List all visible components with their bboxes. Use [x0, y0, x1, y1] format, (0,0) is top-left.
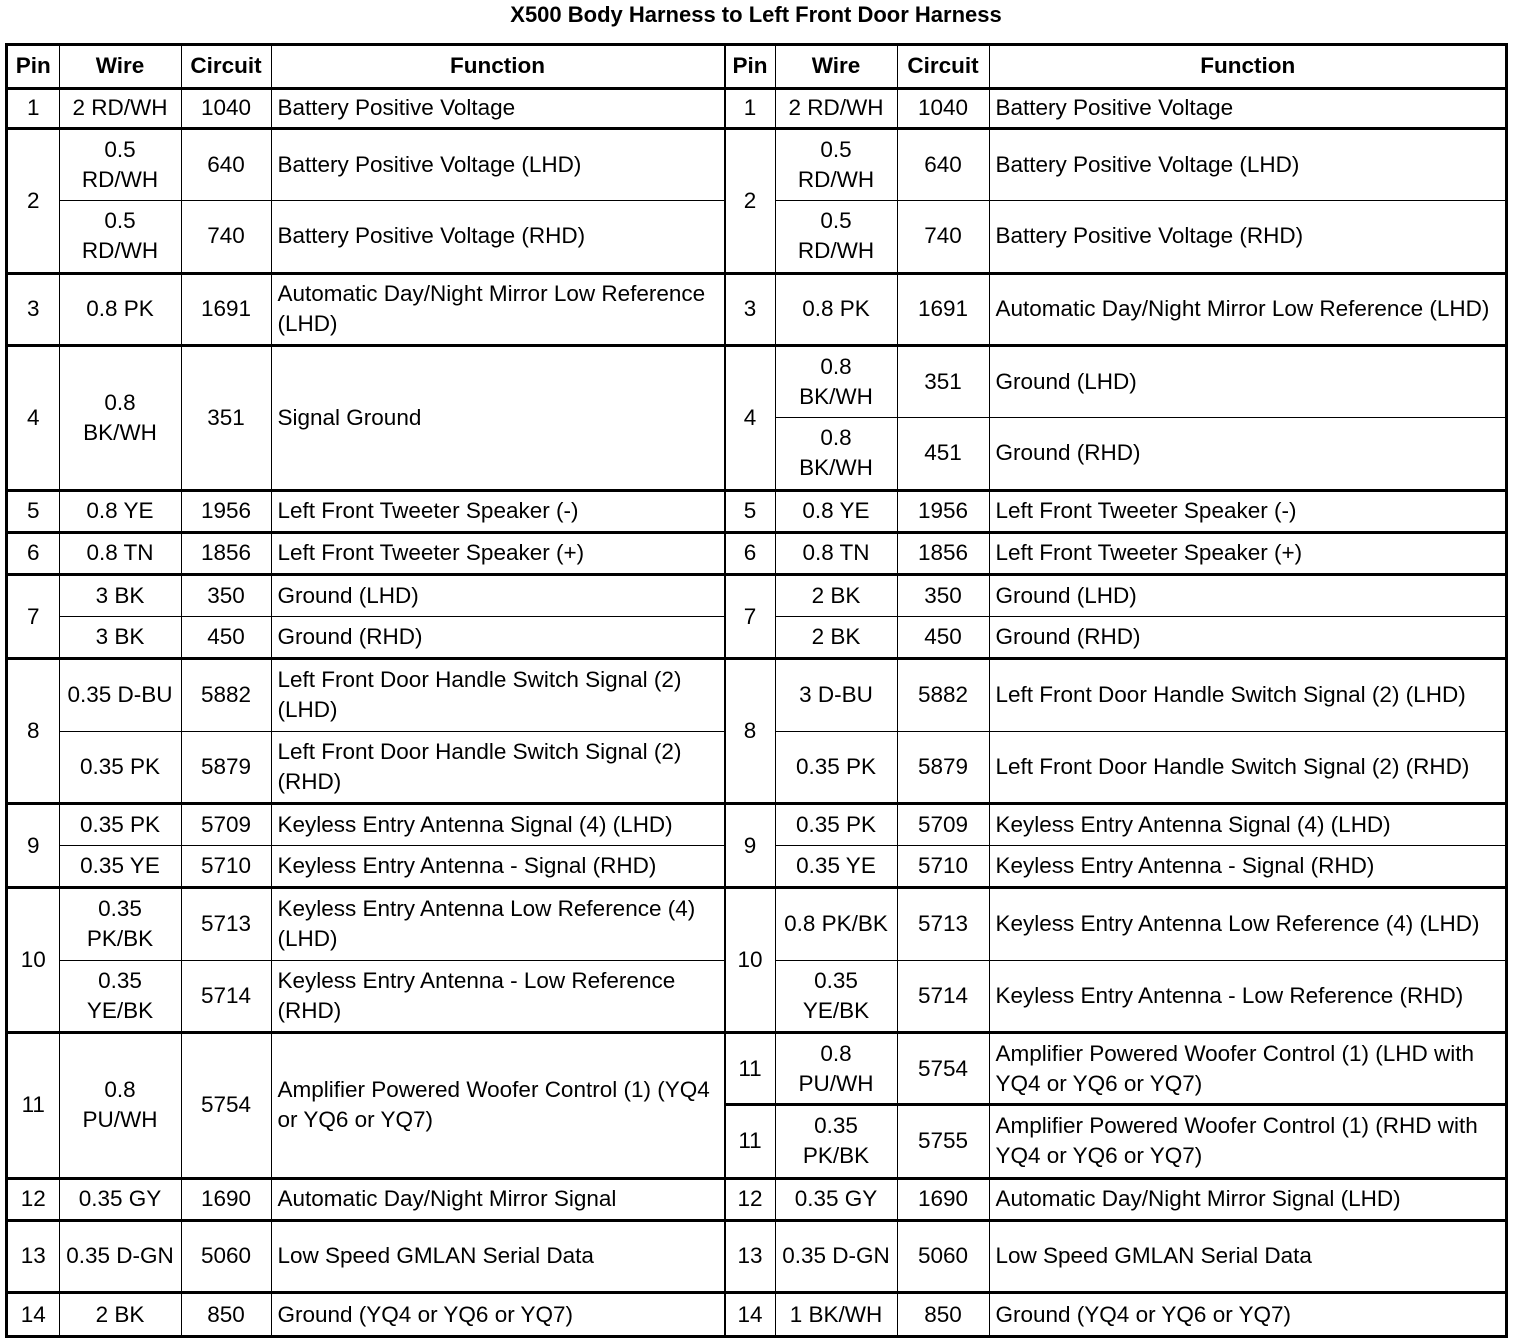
table-row — [725, 128, 1506, 200]
function-cell: Keyless Entry Antenna - Low Reference (RHD) — [271, 960, 724, 1032]
function-cell: Automatic Day/Night Mirror Low Reference (LHD) — [989, 273, 1506, 345]
pin-cell: 5 — [8, 490, 59, 532]
wire-cell: 0.8 YE — [775, 490, 897, 532]
table-row — [725, 888, 1506, 960]
function-cell: Automatic Day/Night Mirror Signal (LHD) — [989, 1178, 1506, 1220]
header-function: Function — [989, 46, 1506, 88]
circuit-cell: 351 — [897, 345, 989, 417]
circuit-cell: 5713 — [897, 888, 989, 960]
circuit-cell: 1956 — [181, 490, 271, 532]
pin-cell: 3 — [8, 273, 59, 345]
function-cell: Ground (YQ4 or YQ6 or YQ7) — [989, 1293, 1506, 1335]
table-row — [8, 1178, 724, 1220]
wire-cell: 0.35 GY — [775, 1178, 897, 1220]
wire-cell: 0.8 PU/WH — [59, 1032, 181, 1178]
circuit-cell: 1856 — [181, 532, 271, 574]
wire-cell: 3 BK — [59, 617, 181, 659]
table-row — [725, 1105, 1506, 1178]
pin-cell: 14 — [8, 1293, 59, 1335]
pin-cell: 13 — [725, 1220, 775, 1292]
function-cell: Ground (LHD) — [989, 574, 1506, 616]
document-title: X500 Body Harness to Left Front Door Harness — [510, 2, 1002, 27]
pin-cell: 7 — [725, 574, 775, 658]
circuit-cell: 5714 — [897, 960, 989, 1032]
function-cell: Keyless Entry Antenna Signal (4) (LHD) — [271, 803, 724, 845]
wire-cell: 2 RD/WH — [775, 88, 897, 128]
pin-cell: 5 — [725, 490, 775, 532]
table-row — [8, 273, 724, 345]
function-cell: Ground (RHD) — [271, 617, 724, 659]
table-row — [8, 888, 724, 960]
pin-cell: 3 — [725, 273, 775, 345]
wire-cell: 0.8 TN — [59, 532, 181, 574]
table-row — [8, 617, 724, 659]
table-row — [8, 659, 724, 731]
circuit-cell: 5710 — [897, 846, 989, 888]
circuit-cell: 1690 — [897, 1178, 989, 1220]
wire-cell: 0.8 PK/BK — [775, 888, 897, 960]
table-row — [8, 846, 724, 888]
table-row — [8, 532, 724, 574]
wire-cell: 0.5 RD/WH — [59, 201, 181, 273]
function-cell: Keyless Entry Antenna Low Reference (4) (LHD) — [989, 888, 1506, 960]
table-row — [725, 574, 1506, 616]
wire-cell: 0.8 PU/WH — [775, 1032, 897, 1104]
table-row — [725, 1220, 1506, 1292]
pin-cell: 4 — [8, 345, 59, 490]
function-cell: Ground (LHD) — [989, 345, 1506, 417]
function-cell: Keyless Entry Antenna - Signal (RHD) — [271, 846, 724, 888]
header-pin: Pin — [725, 46, 775, 88]
wire-cell: 0.35 PK — [775, 803, 897, 845]
wire-cell: 0.35 D-GN — [775, 1220, 897, 1292]
table-row — [8, 1220, 724, 1292]
wire-cell: 0.35 YE — [775, 846, 897, 888]
wire-cell: 0.35 PK/BK — [775, 1105, 897, 1178]
wire-cell: 0.5 RD/WH — [775, 201, 897, 273]
pin-cell: 8 — [8, 659, 59, 804]
table-row — [725, 960, 1506, 1032]
wire-cell: 0.35 PK/BK — [59, 888, 181, 960]
table-row — [725, 846, 1506, 888]
pin-cell: 11 — [725, 1032, 775, 1104]
circuit-cell: 1691 — [897, 273, 989, 345]
function-cell: Left Front Door Handle Switch Signal (2) (LHD) — [271, 659, 724, 731]
wire-cell: 0.8 TN — [775, 532, 897, 574]
function-cell: Keyless Entry Antenna Signal (4) (LHD) — [989, 803, 1506, 845]
table-row — [725, 659, 1506, 731]
pin-cell: 9 — [725, 803, 775, 887]
circuit-cell: 850 — [181, 1293, 271, 1335]
table-row — [8, 201, 724, 273]
circuit-cell: 740 — [181, 201, 271, 273]
pin-cell: 13 — [8, 1220, 59, 1292]
circuit-cell: 5755 — [897, 1105, 989, 1178]
wire-cell: 0.5 RD/WH — [775, 128, 897, 200]
wire-cell: 0.35 GY — [59, 1178, 181, 1220]
function-cell: Keyless Entry Antenna Low Reference (4) (LHD) — [271, 888, 724, 960]
wire-cell: 0.35 YE — [59, 846, 181, 888]
function-cell: Ground (LHD) — [271, 574, 724, 616]
function-cell: Amplifier Powered Woofer Control (1) (RHD with YQ4 or YQ6 or YQ7) — [989, 1105, 1506, 1178]
table-row — [725, 803, 1506, 845]
pin-cell: 11 — [725, 1105, 775, 1178]
wire-cell: 0.35 YE/BK — [775, 960, 897, 1032]
connector-tables — [5, 43, 1508, 1338]
function-cell: Left Front Tweeter Speaker (+) — [989, 532, 1506, 574]
pin-cell: 6 — [725, 532, 775, 574]
function-cell: Keyless Entry Antenna - Signal (RHD) — [989, 846, 1506, 888]
function-cell: Ground (YQ4 or YQ6 or YQ7) — [271, 1293, 724, 1335]
wire-cell: 0.8 BK/WH — [59, 345, 181, 490]
left-connector-table — [8, 46, 725, 1335]
circuit-cell: 740 — [897, 201, 989, 273]
table-row — [725, 1032, 1506, 1104]
circuit-cell: 5714 — [181, 960, 271, 1032]
wire-cell: 1 BK/WH — [775, 1293, 897, 1335]
pin-cell: 6 — [8, 532, 59, 574]
wire-cell: 0.35 D-BU — [59, 659, 181, 731]
table-row — [8, 490, 724, 532]
wire-cell: 0.8 PK — [59, 273, 181, 345]
function-cell: Battery Positive Voltage — [271, 88, 724, 128]
table-row — [725, 418, 1506, 490]
circuit-cell: 5754 — [181, 1032, 271, 1178]
function-cell: Amplifier Powered Woofer Control (1) (LHD with YQ4 or YQ6 or YQ7) — [989, 1032, 1506, 1104]
circuit-cell: 5713 — [181, 888, 271, 960]
wire-cell: 0.8 BK/WH — [775, 345, 897, 417]
header-circuit: Circuit — [897, 46, 989, 88]
circuit-cell: 1956 — [897, 490, 989, 532]
table-row — [725, 532, 1506, 574]
wire-cell: 2 BK — [775, 617, 897, 659]
table-row — [8, 1293, 724, 1335]
table-row — [725, 273, 1506, 345]
circuit-cell: 5709 — [181, 803, 271, 845]
function-cell: Automatic Day/Night Mirror Signal — [271, 1178, 724, 1220]
table-row — [8, 128, 724, 200]
circuit-cell: 640 — [181, 128, 271, 200]
function-cell: Left Front Tweeter Speaker (-) — [271, 490, 724, 532]
function-cell: Left Front Door Handle Switch Signal (2) (RHD) — [989, 731, 1506, 803]
pin-cell: 9 — [8, 803, 59, 887]
circuit-cell: 1690 — [181, 1178, 271, 1220]
wire-cell: 3 BK — [59, 574, 181, 616]
pin-cell: 1 — [8, 88, 59, 128]
function-cell: Battery Positive Voltage (LHD) — [989, 128, 1506, 200]
table-row — [725, 617, 1506, 659]
table-row — [725, 345, 1506, 417]
table-row — [8, 1032, 724, 1178]
function-cell: Signal Ground — [271, 345, 724, 490]
wire-cell: 0.8 PK — [775, 273, 897, 345]
circuit-cell: 5709 — [897, 803, 989, 845]
circuit-cell: 350 — [897, 574, 989, 616]
right-connector-table — [725, 46, 1507, 1335]
circuit-cell: 5882 — [181, 659, 271, 731]
table-row — [8, 803, 724, 845]
wire-cell: 2 BK — [59, 1293, 181, 1335]
pin-cell: 8 — [725, 659, 775, 804]
table-row — [8, 345, 724, 490]
header-wire: Wire — [59, 46, 181, 88]
pin-cell: 7 — [8, 574, 59, 658]
circuit-cell: 5879 — [897, 731, 989, 803]
function-cell: Automatic Day/Night Mirror Low Reference (LHD) — [271, 273, 724, 345]
circuit-cell: 1691 — [181, 273, 271, 345]
circuit-cell: 5882 — [897, 659, 989, 731]
wire-cell: 0.35 YE/BK — [59, 960, 181, 1032]
wire-cell: 2 RD/WH — [59, 88, 181, 128]
circuit-cell: 451 — [897, 418, 989, 490]
table-row — [725, 490, 1506, 532]
pin-cell: 2 — [725, 128, 775, 273]
pin-cell: 11 — [8, 1032, 59, 1178]
function-cell: Ground (RHD) — [989, 617, 1506, 659]
wire-cell: 3 D-BU — [775, 659, 897, 731]
wire-cell: 0.35 PK — [59, 731, 181, 803]
pin-cell: 10 — [8, 888, 59, 1033]
pin-cell: 10 — [725, 888, 775, 1033]
wire-cell: 0.8 YE — [59, 490, 181, 532]
function-cell: Amplifier Powered Woofer Control (1) (YQ4 or YQ6 or YQ7) — [271, 1032, 724, 1178]
function-cell: Battery Positive Voltage — [989, 88, 1506, 128]
circuit-cell: 1040 — [897, 88, 989, 128]
function-cell: Low Speed GMLAN Serial Data — [989, 1220, 1506, 1292]
circuit-cell: 5879 — [181, 731, 271, 803]
table-row — [8, 574, 724, 616]
function-cell: Battery Positive Voltage (RHD) — [271, 201, 724, 273]
header-function: Function — [271, 46, 724, 88]
circuit-cell: 5060 — [181, 1220, 271, 1292]
function-cell: Battery Positive Voltage (LHD) — [271, 128, 724, 200]
header-pin: Pin — [8, 46, 59, 88]
header-circuit: Circuit — [181, 46, 271, 88]
wire-cell: 0.5 RD/WH — [59, 128, 181, 200]
circuit-cell: 5710 — [181, 846, 271, 888]
pin-cell: 12 — [725, 1178, 775, 1220]
circuit-cell: 5060 — [897, 1220, 989, 1292]
function-cell: Left Front Tweeter Speaker (-) — [989, 490, 1506, 532]
circuit-cell: 850 — [897, 1293, 989, 1335]
circuit-cell: 350 — [181, 574, 271, 616]
wire-cell: 0.35 PK — [775, 731, 897, 803]
table-row — [725, 201, 1506, 273]
function-cell: Left Front Door Handle Switch Signal (2) (LHD) — [989, 659, 1506, 731]
table-row — [725, 88, 1506, 128]
wire-cell: 0.8 BK/WH — [775, 418, 897, 490]
table-row — [8, 88, 724, 128]
table-row — [725, 731, 1506, 803]
circuit-cell: 351 — [181, 345, 271, 490]
circuit-cell: 640 — [897, 128, 989, 200]
table-row — [8, 731, 724, 803]
pin-cell: 1 — [725, 88, 775, 128]
table-row — [725, 1293, 1506, 1335]
function-cell: Keyless Entry Antenna - Low Reference (RHD) — [989, 960, 1506, 1032]
pin-cell: 4 — [725, 345, 775, 490]
pin-cell: 2 — [8, 128, 59, 273]
function-cell: Low Speed GMLAN Serial Data — [271, 1220, 724, 1292]
wire-cell: 0.35 PK — [59, 803, 181, 845]
table-row — [725, 1178, 1506, 1220]
function-cell: Battery Positive Voltage (RHD) — [989, 201, 1506, 273]
circuit-cell: 5754 — [897, 1032, 989, 1104]
circuit-cell: 450 — [897, 617, 989, 659]
pin-cell: 12 — [8, 1178, 59, 1220]
wire-cell: 2 BK — [775, 574, 897, 616]
wire-cell: 0.35 D-GN — [59, 1220, 181, 1292]
function-cell: Ground (RHD) — [989, 418, 1506, 490]
table-row — [8, 960, 724, 1032]
pin-cell: 14 — [725, 1293, 775, 1335]
header-wire: Wire — [775, 46, 897, 88]
function-cell: Left Front Door Handle Switch Signal (2) (RHD) — [271, 731, 724, 803]
function-cell: Left Front Tweeter Speaker (+) — [271, 532, 724, 574]
circuit-cell: 1856 — [897, 532, 989, 574]
circuit-cell: 1040 — [181, 88, 271, 128]
circuit-cell: 450 — [181, 617, 271, 659]
